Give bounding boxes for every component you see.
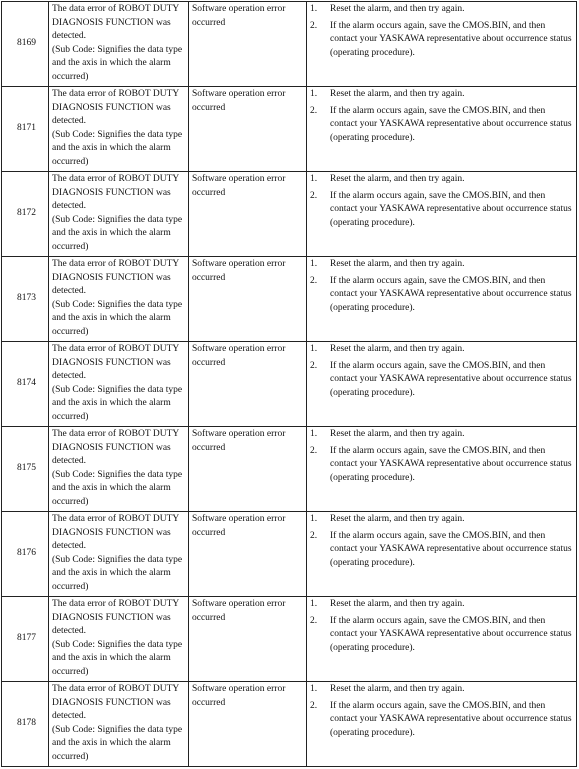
alarm-message-cell <box>49 512 189 597</box>
remedy-step-text: If the alarm occurs again, save the CMOS.BIN, and then contact your YASKAWA representative about occurrence status (operating procedure). <box>330 360 572 398</box>
remedy-step <box>310 683 573 697</box>
alarm-code: 8172 <box>2 172 49 257</box>
alarm-code: 8178 <box>2 682 49 767</box>
alarm-remedy-cell <box>307 512 577 597</box>
remedy-step <box>310 343 573 357</box>
alarm-sub-code: (Sub Code: Signifies the data type and the axis in which the alarm occurred) <box>52 639 183 677</box>
alarm-cause: Software operation error occurred <box>189 87 307 172</box>
remedy-step-text: If the alarm occurs again, save the CMOS.BIN, and then contact your YASKAWA representative about occurrence status (operating procedure). <box>330 20 572 58</box>
alarm-message-cell <box>49 342 189 427</box>
remedy-step-number: 2. <box>310 445 318 456</box>
remedy-steps <box>310 683 573 740</box>
remedy-step-text: Reset the alarm, and then try again. <box>330 514 465 524</box>
alarm-cause: Software operation error occurred <box>189 427 307 512</box>
alarm-cause: Software operation error occurred <box>189 682 307 767</box>
alarm-code: 8173 <box>2 257 49 342</box>
remedy-step-text: Reset the alarm, and then try again. <box>330 259 465 269</box>
remedy-step-number: 2. <box>310 615 318 626</box>
remedy-step-number: 2. <box>310 360 318 371</box>
alarm-message-cell <box>49 427 189 512</box>
remedy-step-number: 1. <box>310 344 318 354</box>
alarm-sub-code: (Sub Code: Signifies the data type and the axis in which the alarm occurred) <box>52 44 183 82</box>
alarm-message: The data error of ROBOT DUTY DIAGNOSIS FUNCTION was detected. <box>52 599 179 636</box>
alarm-message-cell <box>49 257 189 342</box>
remedy-steps <box>310 428 573 485</box>
alarm-row <box>2 427 577 512</box>
alarm-message-cell <box>49 87 189 172</box>
remedy-step-number: 2. <box>310 105 318 116</box>
remedy-step-number: 2. <box>310 530 318 541</box>
alarm-remedy-cell <box>307 257 577 342</box>
remedy-steps <box>310 173 573 230</box>
alarm-row <box>2 2 577 87</box>
alarm-remedy-cell <box>307 427 577 512</box>
alarm-message: The data error of ROBOT DUTY DIAGNOSIS FUNCTION was detected. <box>52 429 179 466</box>
remedy-step-text: Reset the alarm, and then try again. <box>330 344 465 354</box>
remedy-step-number: 1. <box>310 429 318 439</box>
remedy-step-text: Reset the alarm, and then try again. <box>330 89 465 99</box>
alarm-remedy-cell <box>307 342 577 427</box>
remedy-step <box>310 530 573 571</box>
alarm-message: The data error of ROBOT DUTY DIAGNOSIS FUNCTION was detected. <box>52 344 179 381</box>
remedy-step-number: 1. <box>310 599 318 609</box>
remedy-steps <box>310 513 573 570</box>
remedy-step-text: Reset the alarm, and then try again. <box>330 174 465 184</box>
alarm-code: 8176 <box>2 512 49 597</box>
alarm-code: 8177 <box>2 597 49 682</box>
remedy-step <box>310 105 573 146</box>
alarm-code: 8174 <box>2 342 49 427</box>
remedy-step <box>310 700 573 741</box>
alarm-message: The data error of ROBOT DUTY DIAGNOSIS FUNCTION was detected. <box>52 174 179 211</box>
remedy-step-number: 1. <box>310 684 318 694</box>
remedy-step <box>310 20 573 61</box>
alarm-message-cell <box>49 682 189 767</box>
remedy-step-text: If the alarm occurs again, save the CMOS.BIN, and then contact your YASKAWA representative about occurrence status (operating procedure). <box>330 105 572 143</box>
remedy-step-number: 2. <box>310 190 318 201</box>
remedy-step-number: 1. <box>310 4 318 14</box>
remedy-step-text: If the alarm occurs again, save the CMOS.BIN, and then contact your YASKAWA representative about occurrence status (operating procedure). <box>330 700 572 738</box>
remedy-step-number: 2. <box>310 700 318 711</box>
alarm-sub-code: (Sub Code: Signifies the data type and the axis in which the alarm occurred) <box>52 214 183 252</box>
remedy-step-number: 2. <box>310 275 318 286</box>
alarm-sub-code: (Sub Code: Signifies the data type and the axis in which the alarm occurred) <box>52 129 183 167</box>
remedy-step-text: Reset the alarm, and then try again. <box>330 4 465 14</box>
alarm-remedy-cell <box>307 172 577 257</box>
remedy-step <box>310 513 573 527</box>
alarm-message: The data error of ROBOT DUTY DIAGNOSIS FUNCTION was detected. <box>52 684 179 721</box>
remedy-step <box>310 428 573 442</box>
remedy-step <box>310 598 573 612</box>
remedy-step-number: 1. <box>310 514 318 524</box>
alarm-row <box>2 172 577 257</box>
alarm-row <box>2 512 577 597</box>
remedy-step-text: Reset the alarm, and then try again. <box>330 429 465 439</box>
remedy-step-text: Reset the alarm, and then try again. <box>330 599 465 609</box>
remedy-step-text: If the alarm occurs again, save the CMOS.BIN, and then contact your YASKAWA representative about occurrence status (operating procedure). <box>330 615 572 653</box>
alarm-row <box>2 342 577 427</box>
alarm-remedy-cell <box>307 597 577 682</box>
remedy-step <box>310 258 573 272</box>
remedy-step-text: If the alarm occurs again, save the CMOS.BIN, and then contact your YASKAWA representative about occurrence status (operating procedure). <box>330 275 572 313</box>
alarm-remedy-cell <box>307 2 577 87</box>
alarm-row <box>2 257 577 342</box>
remedy-step-number: 1. <box>310 174 318 184</box>
alarm-table-body <box>2 2 577 767</box>
remedy-step-text: If the alarm occurs again, save the CMOS.BIN, and then contact your YASKAWA representative about occurrence status (operating procedure). <box>330 190 572 228</box>
remedy-steps <box>310 598 573 655</box>
alarm-table <box>1 1 577 767</box>
remedy-steps <box>310 343 573 400</box>
alarm-message: The data error of ROBOT DUTY DIAGNOSIS FUNCTION was detected. <box>52 259 179 296</box>
remedy-step-number: 1. <box>310 89 318 99</box>
alarm-code: 8169 <box>2 2 49 87</box>
alarm-message: The data error of ROBOT DUTY DIAGNOSIS FUNCTION was detected. <box>52 4 179 41</box>
alarm-sub-code: (Sub Code: Signifies the data type and the axis in which the alarm occurred) <box>52 724 183 762</box>
alarm-sub-code: (Sub Code: Signifies the data type and the axis in which the alarm occurred) <box>52 554 183 592</box>
alarm-cause: Software operation error occurred <box>189 172 307 257</box>
alarm-sub-code: (Sub Code: Signifies the data type and the axis in which the alarm occurred) <box>52 299 183 337</box>
remedy-step <box>310 3 573 17</box>
alarm-cause: Software operation error occurred <box>189 2 307 87</box>
remedy-step-number: 2. <box>310 20 318 31</box>
alarm-sub-code: (Sub Code: Signifies the data type and the axis in which the alarm occurred) <box>52 469 183 507</box>
remedy-step-text: If the alarm occurs again, save the CMOS.BIN, and then contact your YASKAWA representative about occurrence status (operating procedure). <box>330 445 572 483</box>
alarm-sub-code: (Sub Code: Signifies the data type and the axis in which the alarm occurred) <box>52 384 183 422</box>
alarm-message-cell <box>49 2 189 87</box>
remedy-steps <box>310 258 573 315</box>
remedy-steps <box>310 3 573 60</box>
alarm-row <box>2 682 577 767</box>
remedy-step <box>310 445 573 486</box>
remedy-step <box>310 360 573 401</box>
alarm-message-cell <box>49 172 189 257</box>
alarm-cause: Software operation error occurred <box>189 342 307 427</box>
alarm-remedy-cell <box>307 682 577 767</box>
alarm-code: 8175 <box>2 427 49 512</box>
remedy-step <box>310 275 573 316</box>
remedy-step-text: If the alarm occurs again, save the CMOS.BIN, and then contact your YASKAWA representative about occurrence status (operating procedure). <box>330 530 572 568</box>
alarm-message: The data error of ROBOT DUTY DIAGNOSIS FUNCTION was detected. <box>52 514 179 551</box>
alarm-message: The data error of ROBOT DUTY DIAGNOSIS FUNCTION was detected. <box>52 89 179 126</box>
remedy-step-text: Reset the alarm, and then try again. <box>330 684 465 694</box>
alarm-row <box>2 87 577 172</box>
remedy-steps <box>310 88 573 145</box>
remedy-step <box>310 190 573 231</box>
alarm-cause: Software operation error occurred <box>189 512 307 597</box>
remedy-step <box>310 173 573 187</box>
alarm-code: 8171 <box>2 87 49 172</box>
alarm-cause: Software operation error occurred <box>189 257 307 342</box>
remedy-step <box>310 88 573 102</box>
alarm-message-cell <box>49 597 189 682</box>
alarm-remedy-cell <box>307 87 577 172</box>
remedy-step-number: 1. <box>310 259 318 269</box>
alarm-cause: Software operation error occurred <box>189 597 307 682</box>
alarm-row <box>2 597 577 682</box>
remedy-step <box>310 615 573 656</box>
